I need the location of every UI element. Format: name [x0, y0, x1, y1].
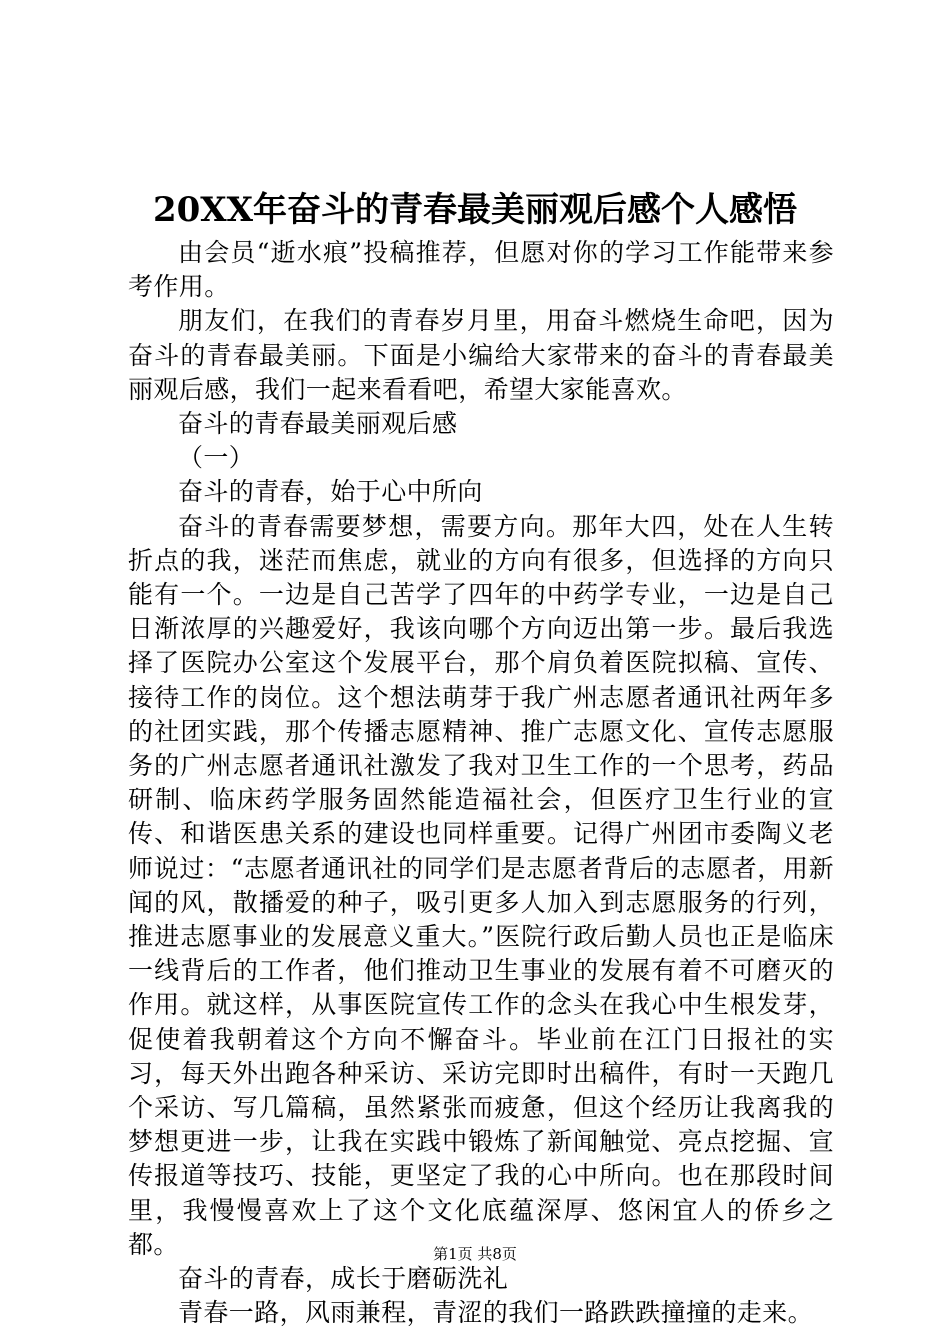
subheading-1: 奋斗的青春，始于心中所向 — [178, 477, 483, 507]
section-heading: 奋斗的青春最美丽观后感 — [178, 409, 458, 439]
section-number: （一） — [178, 443, 255, 473]
paragraph-intro: 由会员“逝水痕”投稿推荐，但愿对你的学习工作能带来参考作用。 — [128, 238, 834, 302]
paragraph-lead: 朋友们，在我们的青春岁月里，用奋斗燃烧生命吧，因为奋斗的青春最美丽。下面是小编给大家带来的奋斗的青春最美丽观后感，我们一起来看看吧，希望大家能喜欢。 — [128, 306, 834, 404]
subheading-2: 奋斗的青春，成长于磨砺洗礼 — [178, 1264, 509, 1294]
paragraph-closing: 青春一路，风雨兼程，青涩的我们一路跌跌撞撞的走来。 — [178, 1298, 814, 1328]
paragraph-main: 奋斗的青春需要梦想，需要方向。那年大四，处在人生转折点的我，迷茫而焦虑，就业的方向有很多，但选择的方向只能有一个。一边是自己苦学了四年的中药学专业，一边是自己日渐浓厚的兴趣爱好，我该向哪个方向迈出第一步。最后我选择了医院办公室这个发展平台，那个肩负着医院拟稿、宣传、接待工作的岗位。这个想法萌芽于我广州志愿者通讯社两年多的社团实践，那个传播志愿精神、推广志愿文化、宣传志愿服务的广州志愿者通讯社激发了我对卫生工作的一个思考，药品研制、临床药学服务固然能造福社会，但医疗卫生行业的宣传、和谐医患关系的建设也同样重要。记得广州团市委陶义老师说过：“志愿者通讯社的同学们是志愿者背后的志愿者，用新闻的风，散播爱的种子，吸引更多人加入到志愿服务的行列，推进志愿事业的发展意义重大。”医院行政后勤人员也正是临床一线背后的工作者，他们推动卫生事业的发展有着不可磨灭的作用。就这样，从事医院宣传工作的念头在我心中生根发芽，促使着我朝着这个方向不懈奋斗。毕业前在江门日报社的实习，每天外出跑各种采访、采访完即时出稿件，有时一天跑几个采访、写几篇稿，虽然紧张而疲惫，但这个经历让我离我的梦想更进一步，让我在实践中锻炼了新闻触觉、亮点挖掘、宣传报道等技巧、技能，更坚定了我的心中所向。也在那段时间里，我慢慢喜欢上了这个文化底蕴深厚、悠闲宜人的侨乡之都。 — [128, 511, 834, 1259]
page-footer: 第1页 共8页 — [433, 1245, 517, 1263]
document-body — [128, 236, 834, 1331]
document-title: 20XX年奋斗的青春最美丽观后感个人感悟 — [152, 190, 798, 230]
